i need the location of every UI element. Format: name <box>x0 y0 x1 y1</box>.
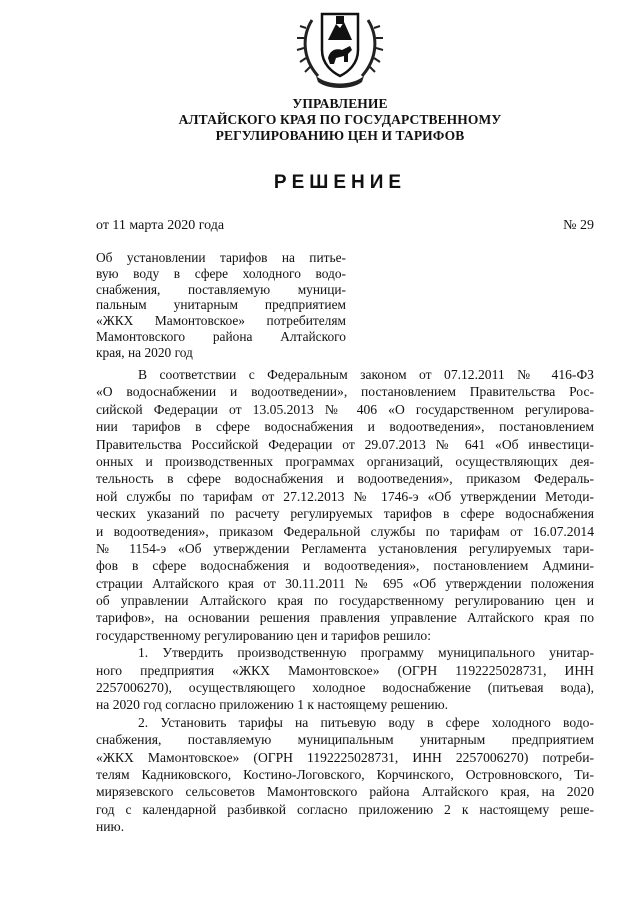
subject-line: Мамонтовского района Алтайского <box>96 328 346 344</box>
body-line: ной службы по тарифам от 27.12.2013 № 1746-э «Об утверждении Методи- <box>96 488 594 504</box>
document-subject <box>96 250 346 361</box>
subject-line: снабжения, поставляемую муници- <box>96 281 346 297</box>
body-line: ного предприятия «ЖКХ Мамонтовское» (ОГРН 1192225028731, ИНН <box>96 662 594 678</box>
body-line: нии тарифов в сфере водоснабжения и водоотведения», постановлением <box>96 419 594 435</box>
body-line: об управлении Алтайского края по государственному регулированию цен и <box>96 593 594 609</box>
org-title-line-2: АЛТАЙСКОГО КРАЯ ПО ГОСУДАРСТВЕННОМУ <box>178 112 502 127</box>
document-body <box>96 366 594 836</box>
org-title-line-3: РЕГУЛИРОВАНИЮ ЦЕН И ТАРИФОВ <box>215 128 465 143</box>
body-line: 2. Установить тарифы на питьевую воду в сфере холодного водо- <box>138 714 594 730</box>
subject-line: пальным унитарным предприятием <box>96 297 346 313</box>
body-line: телям Кадниковского, Костино-Логовского, Корчинского, Островновского, Ти- <box>96 766 594 782</box>
org-title-line-1: УПРАВЛЕНИЕ <box>292 96 388 111</box>
body-line: год с календарной разбивкой согласно приложению 2 к настоящему реше- <box>96 801 594 817</box>
subject-line: «ЖКХ Мамонтовское» потребителям <box>96 313 346 329</box>
body-line: на 2020 год согласно приложению 1 к настоящему решению. <box>96 697 449 713</box>
body-line: «ЖКХ Мамонтовское» (ОГРН 1192225028731, ИНН 2257006270) потреби- <box>96 749 594 765</box>
body-line: № 1154-э «Об утверждении Регламента установления регулируемых тари- <box>96 540 594 556</box>
body-line: мирязевского сельсоветов Мамонтовского района Алтайского края, на 2020 <box>96 784 594 800</box>
document-number: № 29 <box>563 218 594 233</box>
body-line: страции Алтайского края от 30.11.2011 № 695 «Об утверждении положения <box>96 575 594 591</box>
body-line: тельность в сфере водоснабжения и водоотведения», приказом Федераль- <box>96 471 594 487</box>
body-line: Правительства Российской Федерации от 29.07.2013 № 641 «Об инвестици- <box>96 436 594 452</box>
subject-line: Об установлении тарифов на питье- <box>96 250 346 265</box>
subject-line: края, на 2020 год <box>96 344 193 360</box>
body-line: фов в сфере водоснабжения и водоотведения», постановлением Админи- <box>96 558 594 574</box>
body-line: и водоотведения», приказом Федеральной службы по тарифам от 16.07.2014 <box>96 523 594 539</box>
body-line: нию. <box>96 819 125 835</box>
altai-krai-coat-of-arms-icon <box>292 6 388 90</box>
document-type-heading: РЕШЕНИЕ <box>273 172 407 193</box>
body-line: онных и производственных программах организаций, осуществляющих дея- <box>96 453 594 469</box>
body-line: сийской Федерации от 13.05.2013 № 406 «О государственном регулирова- <box>96 401 594 417</box>
body-line: В соответствии с Федеральным законом от 07.12.2011 № 416-ФЗ <box>138 367 594 382</box>
body-line: «О водоснабжении и водоотведении», постановлением Правительства Рос- <box>96 384 594 400</box>
body-line: 2257006270), осуществляющего холодное водоснабжение (питьевая вода), <box>96 680 594 696</box>
body-line: 1. Утвердить производственную программу муниципального унитар- <box>138 645 594 661</box>
body-line: ческих указаний по расчету регулируемых тарифов в сфере водоснабжения <box>96 506 594 522</box>
body-line: снабжения, поставляемую муниципальным унитарным предприятием <box>96 732 594 748</box>
body-line: тарифов», на основании решения правления управление Алтайского края по <box>96 610 594 626</box>
body-line: государственному регулированию цен и тарифов решило: <box>96 627 431 643</box>
document-date: от 11 марта 2020 года <box>96 218 225 233</box>
subject-line: вую воду в сфере холодного водо- <box>96 265 346 281</box>
